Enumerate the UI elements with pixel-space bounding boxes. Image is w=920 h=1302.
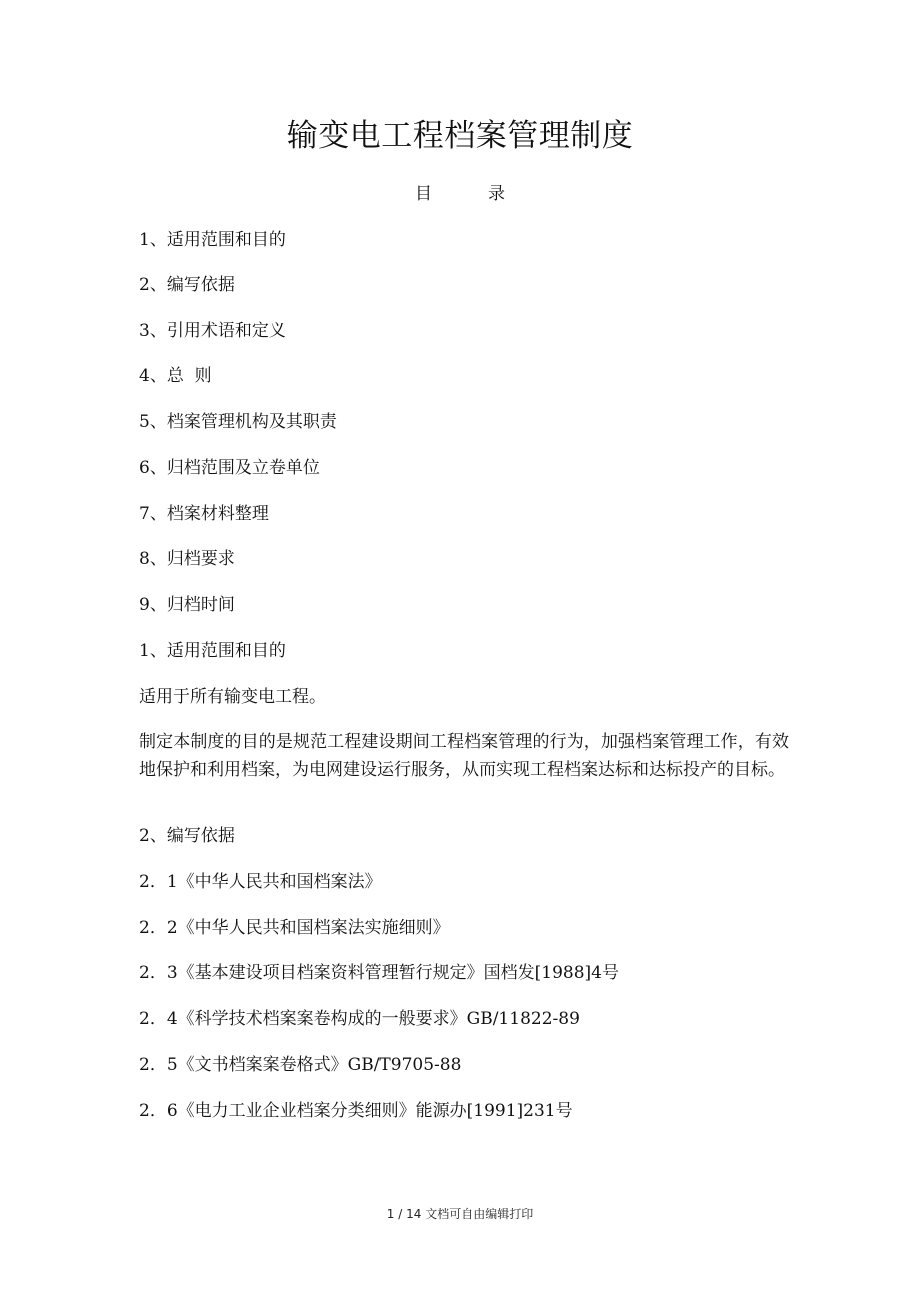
toc-item: 7、档案材料整理 — [139, 504, 269, 524]
toc-item: 9、归档时间 — [139, 595, 235, 615]
scope-paragraph: 适用于所有输变电工程。 — [139, 687, 326, 707]
reference-item: 2．5《文书档案案卷格式》GB/T9705-88 — [139, 1055, 462, 1075]
toc-item: 6、归档范围及立卷单位 — [139, 458, 320, 478]
toc-heading-right: 录 — [488, 184, 505, 204]
toc-heading — [0, 182, 920, 206]
purpose-paragraph: 制定本制度的目的是规范工程建设期间工程档案管理的行为，加强档案管理工作，有效地保护和利用档案，为电网建设运行服务，从而实现工程档案达标和达标投产的目标。 — [139, 732, 789, 780]
toc-heading-left: 目 — [415, 184, 432, 204]
toc-item: 1、适用范围和目的 — [139, 230, 286, 250]
reference-item: 2．3《基本建设项目档案资料管理暂行规定》国档发[1988]4号 — [139, 963, 619, 983]
toc-item: 5、档案管理机构及其职责 — [139, 412, 337, 432]
toc-item: 8、归档要求 — [139, 549, 235, 569]
section-heading: 2、编写依据 — [139, 826, 235, 846]
reference-item: 2．1《中华人民共和国档案法》 — [139, 872, 382, 892]
reference-item: 2．4《科学技术档案案卷构成的一般要求》GB/11822-89 — [139, 1009, 580, 1029]
page-footer: 1 / 14 文档可自由编辑打印 — [386, 1207, 534, 1221]
reference-item: 2．6《电力工业企业档案分类细则》能源办[1991]231号 — [139, 1101, 573, 1121]
section-heading: 1、适用范围和目的 — [139, 641, 286, 661]
toc-item: 4、总 则 — [139, 366, 212, 386]
reference-item: 2．2《中华人民共和国档案法实施细则》 — [139, 918, 450, 938]
document-title: 输变电工程档案管理制度 — [286, 118, 634, 154]
toc-item: 3、引用术语和定义 — [139, 321, 286, 341]
toc-item: 2、编写依据 — [139, 275, 235, 295]
